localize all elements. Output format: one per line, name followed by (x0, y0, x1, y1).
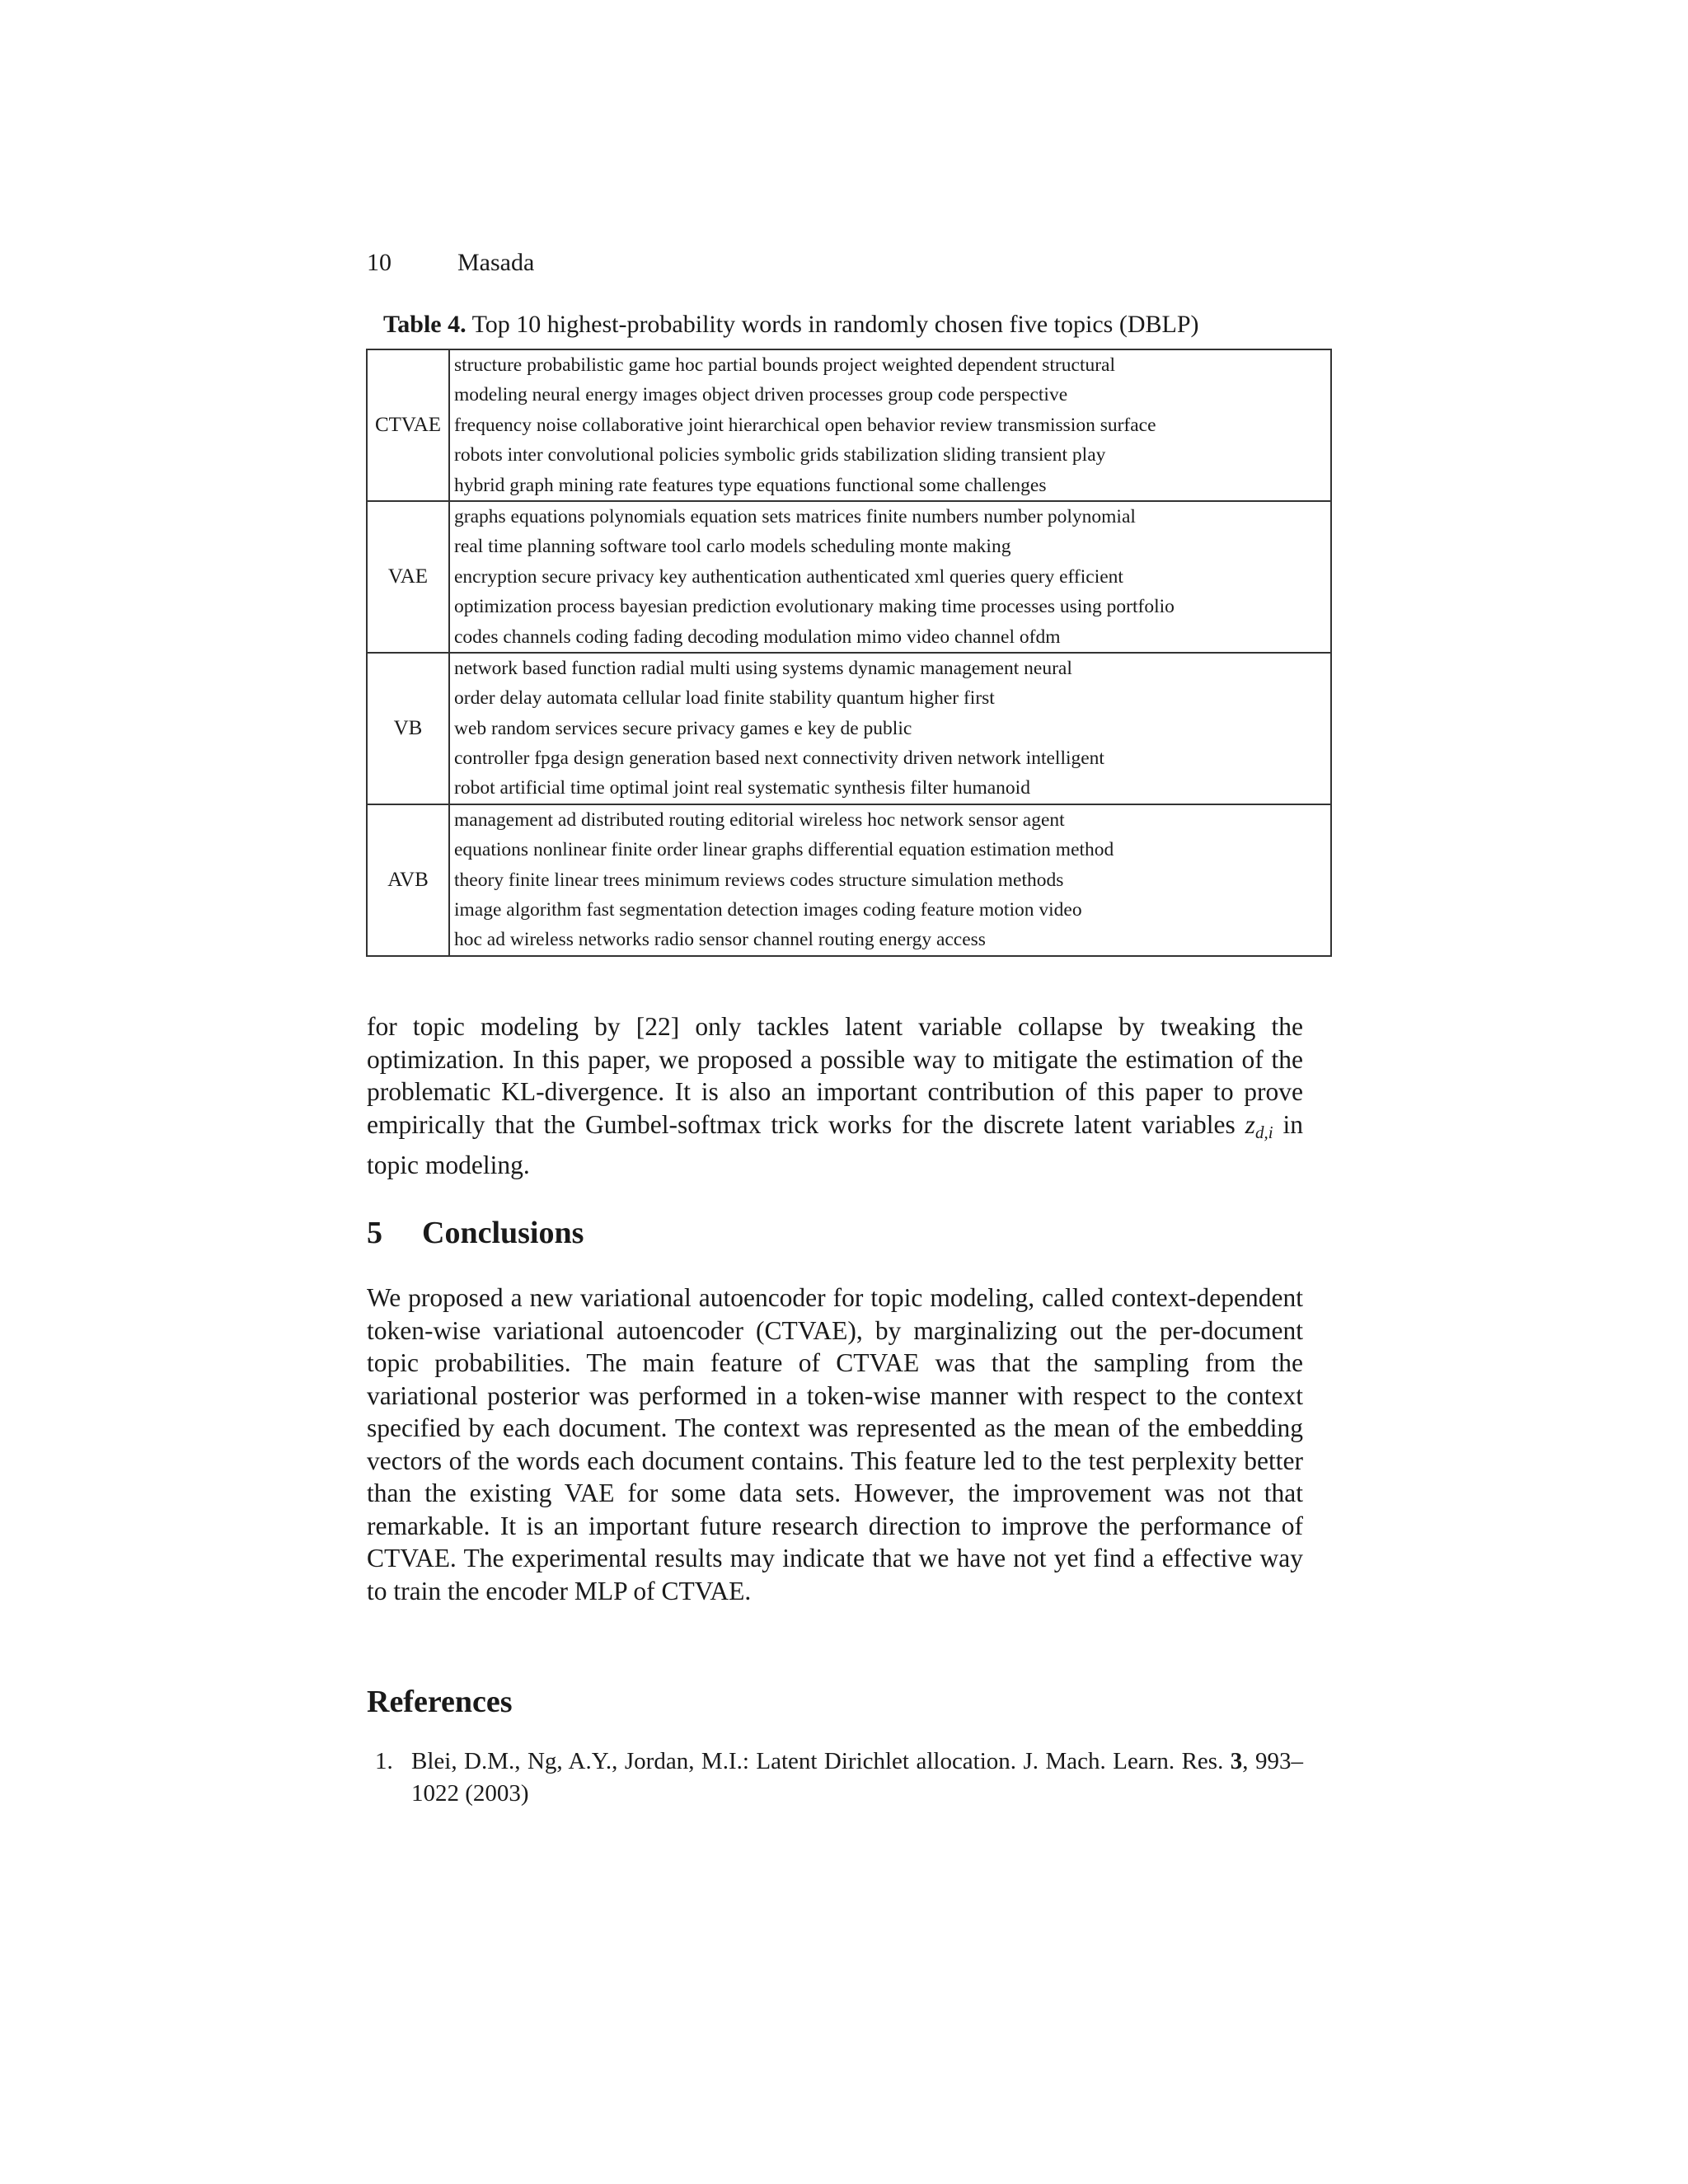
table-row (367, 349, 1331, 501)
reference-number: 1. (375, 1748, 393, 1774)
model-name-cell: CTVAE (367, 349, 449, 501)
topic-words-line: optimization process bayesian prediction evolutionary making time processes using portfolio (454, 596, 1175, 618)
math-base: z (1245, 1109, 1255, 1139)
topic-words-line: equations nonlinear finite order linear graphs differential equation estimation method (454, 839, 1114, 861)
reference-text-pages: , 993–1022 (2003) (411, 1748, 1304, 1807)
topic-words-cell (449, 653, 1331, 804)
topic-words-cell (449, 501, 1331, 653)
topic-words-line: robots inter convolutional policies symbolic grids stabilization sliding transient play (454, 444, 1106, 466)
topic-words-line: network based function radial multi using systems dynamic management neural (454, 657, 1072, 679)
topic-words-line: order delay automata cellular load finite stability quantum higher first (454, 687, 995, 710)
page-number: 10 (367, 249, 392, 276)
table-row (367, 653, 1331, 804)
topic-words-line: web random services secure privacy games e key de public (454, 717, 912, 739)
reference-volume: 3 (1230, 1748, 1243, 1774)
topic-words-line: robot artificial time optimal joint real systematic synthesis filter humanoid (454, 777, 1030, 799)
topic-words-cell (449, 804, 1331, 956)
topic-words-line: graphs equations polynomials equation sets matrices finite numbers number polynomial (454, 505, 1136, 527)
topic-words-line: encryption secure privacy key authentication authenticated xml queries query efficient (454, 565, 1123, 588)
topic-words-line: frequency noise collaborative joint hierarchical open behavior review transmission surface (454, 414, 1156, 436)
topic-words-cell (449, 349, 1331, 501)
running-head-author: Masada (457, 249, 535, 276)
section-number: 5 (367, 1216, 382, 1250)
topic-words-line: controller fpga design generation based next connectivity driven network intelligent (454, 748, 1104, 770)
table-caption-label: Table 4. (383, 311, 467, 338)
references-heading: References (367, 1685, 513, 1719)
table-caption-text: Top 10 highest-probability words in randomly chosen five topics (DBLP) (471, 311, 1199, 338)
topic-words-line: structure probabilistic game hoc partial bounds project weighted dependent structural (454, 354, 1116, 376)
body-paragraph (367, 1010, 1303, 1182)
paragraph-text: in topic modeling. (367, 1109, 1304, 1179)
topic-words-line: management ad distributed routing editorial wireless hoc network sensor agent (454, 808, 1065, 831)
section-heading (367, 1215, 584, 1251)
topic-words-line: codes channels coding fading decoding modulation mimo video channel ofdm (454, 626, 1061, 648)
model-name-cell: AVB (367, 804, 449, 956)
paragraph-text: for topic modeling by [22] only tackles latent variable collapse by tweaking the optimization. In this paper, we proposed a possible way to mitigate the estimation of the problematic KL-divergence. It is also an important contribution of this paper to prove empirically that the Gumbel-softmax trick works for the discrete latent variables (367, 1012, 1303, 1139)
reference-text-main: Blei, D.M., Ng, A.Y., Jordan, M.I.: Latent Dirichlet allocation. J. Mach. Learn. Res. (411, 1748, 1224, 1774)
table-row (367, 804, 1331, 956)
topic-words-line: real time planning software tool carlo models scheduling monte making (454, 536, 1011, 558)
reference-text (411, 1746, 1303, 1810)
table-caption (383, 311, 1199, 339)
reference-item (375, 1746, 1303, 1810)
running-head (367, 249, 534, 277)
topic-words-line: theory finite linear trees minimum reviews codes structure simulation methods (454, 869, 1064, 891)
topic-words-line: image algorithm fast segmentation detection images coding feature motion video (454, 899, 1082, 921)
model-name-cell: VAE (367, 501, 449, 653)
section-title: Conclusions (422, 1216, 584, 1250)
math-variable (1245, 1109, 1273, 1142)
model-name-cell: VB (367, 653, 449, 804)
topic-words-line: modeling neural energy images object driven processes group code perspective (454, 384, 1068, 406)
topic-words-line: hoc ad wireless networks radio sensor channel routing energy access (454, 929, 986, 951)
table-row (367, 501, 1331, 653)
math-subscript: d,i (1254, 1122, 1273, 1142)
topic-words-line: hybrid graph mining rate features type equations functional some challenges (454, 474, 1047, 496)
conclusions-paragraph: We proposed a new variational autoencoder for topic modeling, called context-dependent token-wise variational autoencoder (CTVAE), by marginalizing out the per-document topic probabilities. The main feature of CTVAE was that the sampling from the variational posterior was performed in a token-wise manner with respect to the context specified by each document. The context was represented as the mean of the embedding vectors of the words each document contains. This feature led to the test perplexity better than the existing VAE for some data sets. However, the improvement was not that remarkable. It is an important future research direction to improve the performance of CTVAE. The experimental results may indicate that we have not yet find a effective way to train the encoder MLP of CTVAE. (367, 1283, 1303, 1605)
topic-words-table (366, 349, 1332, 957)
